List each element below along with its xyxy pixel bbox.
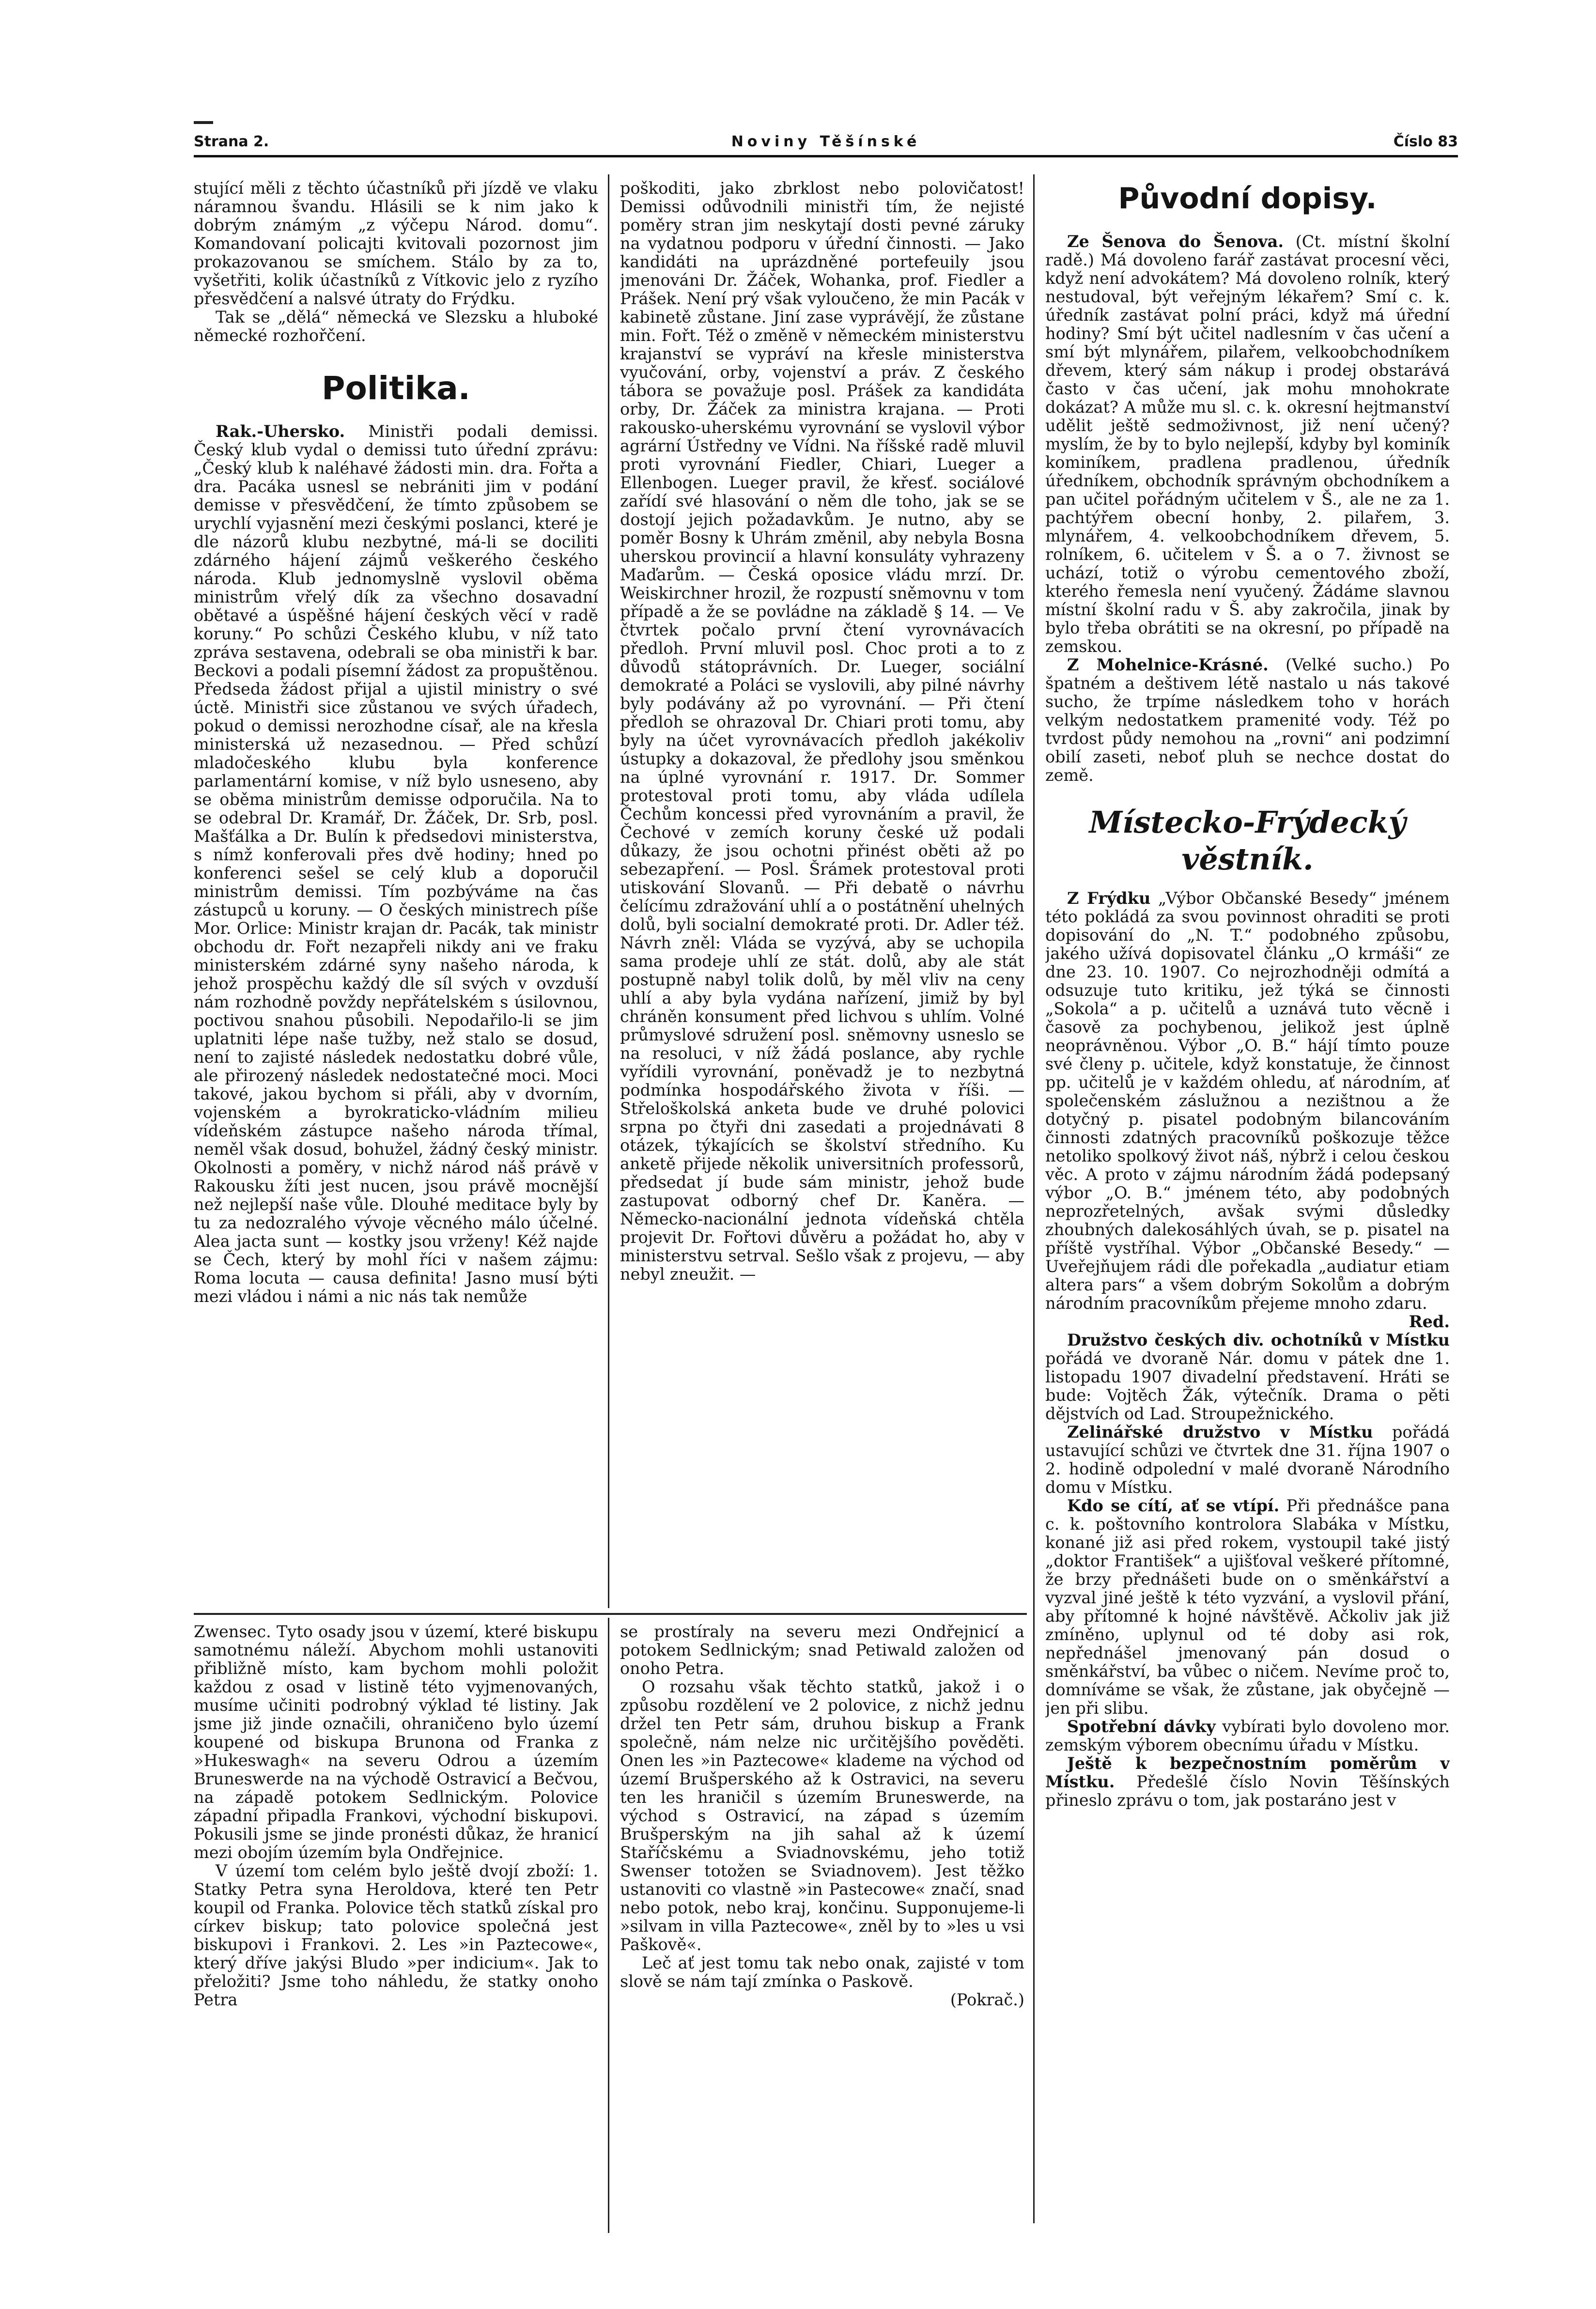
article-lead: Rak.-Uhersko. <box>216 422 345 441</box>
article-body: (Velké sucho.) Po špatném a deštivem létě nastalo u nás takové sucho, že trpíme následkem toho v horách velkým nedostatkem pramenité vody. Též po tvrdost půdy nemohou na „rovni“ ani podzimní obilí zaseti, neboť pluh se nechce dostat do země. <box>1045 655 1450 785</box>
article-paragraph <box>1045 889 1450 1313</box>
newspaper-title: Noviny Těšínské <box>731 133 921 150</box>
article-lead: Spotřební dávky <box>1067 1717 1216 1736</box>
column-rule <box>608 174 609 1608</box>
article-body: Předešlé číslo Novin Těšínských přineslo zprávu o tom, jak postaráno jest v <box>1045 1772 1450 1810</box>
column-rule <box>608 1618 609 2233</box>
article-paragraph <box>194 422 598 1306</box>
article-paragraph <box>1045 656 1450 785</box>
feuilleton-rule <box>194 1613 1027 1615</box>
article-body: pořádá ustavující schůzi ve čtvrtek dne 31. října 1907 o 2. hodině odpolední v malé dvoraně Národního domu v Místku. <box>1045 1423 1450 1497</box>
column-2-upper <box>620 179 1024 1603</box>
editor-signature: Red. <box>1409 1312 1450 1331</box>
section-title-puvodni-dopisy: Původní dopisy. <box>1118 182 1377 216</box>
article-paragraph: poškoditi, jako zbrklost nebo polovičatost! Demissi odůvodnili ministři tím, že nejisté poměry stran jim neskytají dosti pevné záruky na vydatnou podporu v úřední činnosti. — Jako kandidáti na uprázdněné portefeuily jsou jmenováni Dr. Žáček, Wohanka, prof. Fiedler a Prášek. Není prý však vyloučeno, že min Pacák v kabinetě zůstane. Jiní zase vyprávějí, že zůstane min. Fořt. Též o změně v německém ministerstvu krajanství se vypráví na křesle ministerstva vyučování, orby, vojenství a práv. Z českého tábora se považuje posl. Prášek za kandidáta orby, Dr. Žáček za ministra krajana. — Proti rakousko-uherskému vyrovnání se vyslovil výbor agrární Ústředny ve Vídni. Na říšské radě mluvil proti vyrovnání Fiedler, Chiari, Lueger a Ellenbogen. Lueger pravil, že křesť. sociálové zařídí své hlasování o něm dle toho, jak se se dostojí jejich požadavkům. Je nutno, aby se poměr Bosny k Uhrám změnil, aby nebyla Bosna uherskou provincií a hlavní konsuláty vyhrazeny Maďarům. — Česká oposice vládu mrzí. Dr. Weiskirchner hrozil, že rozpustí sněmovnu v tom případě a že se povládne na základě § 14. — Ve čtvrtek počalo první čtení vyrovnávacích předloh. První mluvil posl. Choc proti a to z důvodů státoprávních. Dr. Lueger, sociální demokraté a Poláci se vyslovili, aby pilné návrhy byly podávány až po vyrovnání. — Při čtení předloh se ohrazoval Dr. Chiari proti tomu, aby byly na účet vyrovnávacích předloh jakékoliv ústupky a dokazoval, že předlohy jsou směnkou na úplné vyrovnání r. 1917. Dr. Sommer protestoval proti tomu, aby vláda udílela Čechům koncessi před vyrovnáním a pravil, že Čechové v zemích koruny české už podali důkazy, že jsou ochotni přinést oběti až po sebezapření. — Posl. Šrámek protestoval proti utiskování Slovanů. — Při debatě o návrhu čelícímu zdražování uhlí a o postátnění uhelných dolů, byli socialní demokraté proti. Dr. Adler též. Návrh zněl: Vláda se vyzývá, aby se uchopila sama prodeje uhlí ze stát. dolů, aby ale stát postupně nabyl tolik dolů, by měl vliv na ceny uhlí a aby byla vydána nařízení, jimiž by byl chráněn konsument před lichvou s uhlím. Volné průmyslové sdružení posl. sněmovny usneslo se na resoluci, v níž žádá poslance, aby rychle vyřídili vyrovnání, poněvadž je to nezbytná podmínka hospodářského života v říši. — Střeloškolská anketa bude ve druhé polovici srpna po čtyři dni zasedati a projednávati 8 otázek, týkajících se školství středního. Ku anketě přijede několik universitních professorů, předsedat jí bude sám ministr, jehož bude zastupovat odborný chef Dr. Kaněra. — Německo-nacionální jednota vídeňská chtěla projevit Dr. Fořtovi důvěru a požádat ho, aby v ministerstvu setrval. Sešlo však z projevu, — aby nebyl zneužit. — <box>620 179 1024 1284</box>
column-rule <box>1033 174 1035 2223</box>
article-body: vybírati bylo dovoleno mor. zemským výborem obecnímu úřadu v Místku. <box>1045 1717 1450 1754</box>
article-body: „Výbor Občanské Besedy“ jménem této pokládá za svou povinnost ohraditi se proti dopisování do „N. T.“ podobného způsobu, jakého užívá dopisovatel článku „O krmáši“ ze dne 23. 10. 1907. Co nejrozhodněji odmítá a odsuzuje tuto kritiku, jež týká se činnosti „Sokola“ a p. učitelů a uznává tuto věcně i časově za pochybenou, jelikož jest úplně neoprávněnou. Výbor „O. B.“ hájí tímto pouze své členy p. učitele, když konstatuje, že činnost pp. učitelů je v každém ohledu, ať národním, ať společenském záslužnou a nezištnou a že dotyčný p. pisatel podobným bilancováním činnosti zdatných pracovníků poškozuje těžce netoliko spolkový život náš, nýbrž i celou českou věc. A proto v zájmu národním žádá podepsaný výbor „O. B.“ jménem této, aby podobných neprozřetelných, avšak svými důsledky zhoubných dalekosáhlých úvah, se p. pisatel na příště vystříhal. Výbor „Občanské Besedy.“ — Uveřejňujem rádi dle pořekadla „audiatur etiam altera pars“ a všem dobrým Sokolům a dobrým národním pracovníkům přejeme mnoho zdaru. <box>1045 889 1450 1313</box>
article-paragraph <box>1045 1331 1450 1423</box>
article-paragraph: stující měli z těchto účastníků při jízdě ve vlaku náramnou švandu. Hlásili se k nim jako k dobrým známým „z výčepu Národ. domu“. Komandovaní policajti kvitovali pozornost jim prokazovanou se smíchem. Stálo by za to, vyšetřiti, kolik účastníků z Vítkovic jelo z ryzího přesvědčení a nalsvé útraty do Frýdku. <box>194 179 598 308</box>
section-title-mistecko-frydecky-vestnik: Místecko-Frýdecký věstník. <box>1089 805 1406 877</box>
article-lead: Z Mohelnice-Krásné. <box>1067 655 1269 674</box>
article-paragraph: Zwensec. Tyto osady jsou v území, které biskupu samotnému náleží. Abychom mohli ustanoviti přibližně místo, kam bychom mohli položit každou z osad v listině této vyjmenovaných, musíme učiniti podrobný výklad té listiny. Jak jsme již jinde označili, ohraničeno bylo území koupené od biskupa Brunona od Franka z »Hukeswagh« na severu Odrou a územím Bruneswerde na na východě Ostravicí a Bečvou, na západě potokem Sedlnickým. Polovice západní připadla Frankovi, východní biskupovi. Pokusili jsme se jinde pronésti důkaz, že hranicí mezi obojím územím byla Ondřejnice. <box>194 1623 598 1862</box>
column-2-lower <box>620 1623 1024 2233</box>
article-paragraph: Leč ať jest tomu tak nebo onak, zajisté v tom slově se nám tají zmínka o Paskově. <box>620 1953 1024 1991</box>
article-paragraph <box>1045 232 1450 656</box>
article-lead: Kdo se cítí, ať se vtípí. <box>1067 1496 1280 1515</box>
article-lead: Ze Šenova do Šenova. <box>1067 232 1284 251</box>
article-paragraph: V území tom celém bylo ještě dvojí zboží: 1. Statky Petra syna Heroldova, které ten Petr koupil od Franka. Polovice těch statků získal pro církev biskup; tato polovice společná jest biskupovi i Frankovi. 2. Les »in Paztecowe«, který dříve jakýsi Bludo »per indicium«. Jak to přeložiti? Jsme toho náhledu, že statky onoho Petra <box>194 1861 598 2009</box>
column-1-lower <box>194 1623 598 2233</box>
article-body: Při přednášce pana c. k. poštovního kontrolora Slabáka v Místku, konané již asi před rokem, vystoupil také jistý „doktor František“ a ujišťoval veškeré přítomné, že brzy přednášeti bude on o směnkářství a vyzval jiné ještě k této vyzvání, a vyslovil přání, aby přítomné k hojné návštěvě. Ačkoliv jak již zmíněno, uplynul od té doby asi rok, nepřednášel jmenovaný pán dosud o směnkářství, ba vůbec o ničem. Nevíme proč to, domníváme se však, že zůstane, jak obyčejně — jen při slibu. <box>1045 1496 1450 1718</box>
article-body: Ministři podali demissi. Český klub vydal o demissi tuto úřední zprávu: „Český klub k naléhavé žádosti min. dra. Fořta a dra. Pacáka usnesl se nebrániti jim v podání demisse v přesvědčení, že tímto způsobem se urychlí vyjasnění mezi českými poslanci, které je dle názorů klubu nezbytné, má-li se dociliti zdárného hájení zájmů veškerého českého národa. Klub jednomyslně vyslovil oběma ministrům vřelý dík za všechno dosavadní obětavé a úspěšné hájení českých věcí v radě koruny.“ Po schůzi Českého klubu, v níž tato zpráva sestavena, odebrali se oba ministři k bar. Beckovi a podali písemní žádost za propuštěnou. Předseda žádost přijal a ujistil ministry o své úctě. Ministři sice zůstanou ve svých úřadech, pokud o demissi nerozhodne císař, ale na křesla ministerská už nezasednou. — Před schůzí mladočeského klubu byla konference parlamentární komise, v níž bylo usneseno, aby se oběma ministrům demisse odporučila. Na to se odebral Dr. Kramář, Dr. Žáček, Dr. Srb, posl. Mašťálka a Dr. Bulín k předsedovi ministerstva, s nímž konferovali přes dvě hodiny; hned po konferenci sešel se celý klub a doporučil ministrům demissi. Tím pozbýváme na čas zástupců u koruny. — O českých ministrech píše Mor. Orlice: Ministr krajan dr. Pacák, tak ministr obchodu dr. Fořt nezapřeli nikdy ani ve fraku ministerském zdárné syny našeho národa, k jehož prospěchu každý dle síl svých v ovzduší nám rozhodně povždy nepřátelském s úsilovnou, poctivou snahou působili. Nepodařilo-li se jim uplatniti lépe naše tužby, než stalo se dosud, není to zajisté následek nedostatku dobré vůle, ale přirozený následek nedostatečné moci. Moci takové, jakou bychom si přáli, aby v dvorním, vojenském a byrokraticko-vládním milieu vídeňském zástupce našeho národa třímal, neměl však dosud, bohužel, žádný český ministr. Okolnosti a poměry, v nichž národ náš právě v Rakousku žíti jest nucen, jsou právě mocnější než nejlepší naše vůle. Dlouhé meditace byly by tu za nedozralého vývoje věcného málo účelné. Alea jacta sunt — kostky jsou vrženy! Kéž najde se Čech, který by mohl říci v našem zájmu: Roma locuta — causa definita! Jasno musí býti mezi vládou i námi a nic nás tak nemůže <box>194 422 598 1306</box>
article-lead: Z Frýdku <box>1067 889 1151 908</box>
article-body: (Ct. místní školní radě.) Má dovoleno farář zastávat procesní věci, když není advokátem? Má dovoleno rolník, který nestudoval, být veřejným lékařem? Smí c. k. úředník zastávat polní práci, když má úřední hodiny? Smí být učitel nadlesním v čas učení a smí být mlynářem, pilařem, velkoobchodníkem dřevem, který sám nákup i prodej obstarává často v čas učení, jak mohu mnohokrate dokázat? A může mu sl. c. k. okresní hejtmanství udělit ještě sedmoživnost, již není učený? myslím, že by to bylo nejlepší, kdyby byl kominík kominíkem, pradlena pradlenou, úředník úředníkem, obchodník správným obchodníkem a pan učitel pořádným učitelem v Š., ale ne za 1. pachtýřem obecní honby, 2. pilařem, 3. mlynářem, 4. velkoobchodníkem dřevem, 5. rolníkem, 6. učitelem v Š. a o 7. živnost se uchází, totiž o výrobu cementového zboží, kterého řemesla není vyučený. Žádáme slavnou místní školní radu v Š. aby zakročila, jinak by bylo třeba obrátiti se na okresní, po případě na zemskou. <box>1045 232 1450 656</box>
article-paragraph <box>1045 1423 1450 1497</box>
article-paragraph <box>1045 1754 1450 1810</box>
article-paragraph: Tak se „dělá“ německá ve Slezsku a hluboké německé rozhořčení. <box>194 308 598 345</box>
section-title-politika: Politika. <box>322 370 470 407</box>
page-number: Strana 2. <box>194 133 269 150</box>
article-lead: Zelinářské družstvo v Místku <box>1067 1423 1373 1441</box>
article-paragraph <box>1045 1497 1450 1718</box>
article-body: pořádá ve dvoraně Nár. domu v pátek dne 1. listopadu 1907 divadelní představení. Hráti se bude: Vojtěch Žák, výtečník. Drama o pěti dějstvích od Lad. Stroupežnického. <box>1045 1349 1450 1423</box>
article-lead: Ještě k bezpečnostním poměrům v Místku. <box>1045 1754 1450 1791</box>
continued-note: (Pokrač.) <box>950 1990 1024 2009</box>
column-3 <box>1045 179 1450 2228</box>
article-lead: Družstvo českých div. ochotníků v Místku <box>1067 1331 1450 1349</box>
page-header <box>194 121 1458 157</box>
newspaper-page <box>194 121 1458 2243</box>
article-paragraph <box>1045 1718 1450 1754</box>
article-paragraph: se prostíraly na severu mezi Ondřejnicí a potokem Sedlnickým; snad Petiwald založen od onoho Petra. <box>620 1623 1024 1678</box>
column-1-upper <box>194 179 598 1603</box>
article-paragraph: O rozsahu však těchto statků, jakož i o způsobu rozdělení ve 2 polovice, z nichž jednu držel ten Petr sám, druhou biskup a Frank společně, nám nelze nic určitějšího pověděti. Onen les »in Paztecowe« klademe na východ od území Brušperského až k Ostravici, na severu ten les hraničil s územím Bruneswerde, na východ s Ostravicí, na západ s územím Brušperským na jih sahal až k území Staříčskému a Sviadnovskému, jeho totiž Swenser totožen se Sviadnovem). Jest těžko ustanoviti co vlastně »in Pastecowe« značí, snad nebo potok, nebo kraj, končinu. Supponujeme-li »silvam in villa Paztecowe«, zněl by to »les u vsi Paškově«. <box>620 1677 1024 1954</box>
issue-number: Číslo 83 <box>1393 133 1458 150</box>
